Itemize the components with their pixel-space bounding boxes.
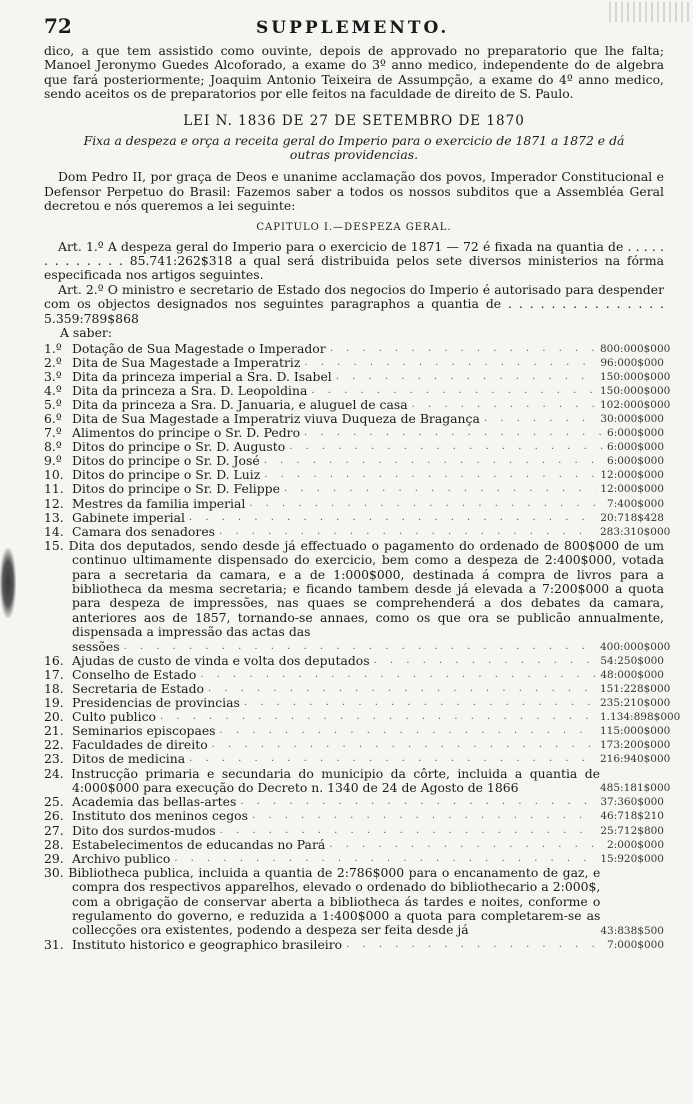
item-15-text: 15. Dita dos deputados, sendo desde já effectuado o pagamento do ordenado de 800$000 de um continuo ultimamente dispensado do exercicio, bem como a despeza de 2:400$000, votada para a secretaria da camara, e a de 1:000$000, destinada á compra de livros para a bibliotheca da mesma secretaria; e ficando tambem desde já elevada a 7:200$000 a quota para despeza de impressões, nas quaes se comprehenderá a dos debates da camara, anteriores aos de 1857, tornando-se annaes, como os que ora se publicão annualmente, dispensada a impressão das actas das <box>44 537 664 640</box>
item-number: 31. <box>44 936 64 952</box>
list-item <box>44 523 671 539</box>
item-number: 12. <box>44 495 64 511</box>
list-item-30 <box>44 866 664 938</box>
item-number: 29. <box>44 850 64 866</box>
leader-dots <box>240 795 596 809</box>
leader-dots <box>304 426 603 440</box>
item-amount: 115:000$000 <box>600 725 671 738</box>
item-label: Conselho de Estado <box>72 666 197 682</box>
leader-dots <box>200 668 596 682</box>
item-number: 4.º <box>44 382 62 398</box>
list-item <box>44 680 671 696</box>
list-item <box>44 468 664 482</box>
leader-dots <box>189 511 596 525</box>
item-label: Faculdades de direito <box>72 737 208 753</box>
item-label: Estabelecimentos de educandas no Pará <box>72 836 326 852</box>
item-label: Ditos do principe o Sr. D. Augusto <box>72 439 286 455</box>
item-label: Presidencias de provincias <box>72 695 240 711</box>
list-item <box>44 795 664 809</box>
items-group-c <box>44 795 664 865</box>
list-item <box>44 356 664 370</box>
list-item <box>44 382 671 398</box>
item-amount: 800:000$000 <box>600 342 671 355</box>
leader-dots <box>124 640 596 654</box>
item-amount: 37:360$000 <box>600 796 664 809</box>
list-item <box>44 454 664 468</box>
leader-dots <box>220 824 597 838</box>
item-number: 21. <box>44 723 64 739</box>
item-label: Instituto dos meninos cegos <box>72 808 248 824</box>
item-amount: 46:718$210 <box>600 810 664 823</box>
item-label: Dotação de Sua Magestade o Imperador <box>72 340 326 356</box>
item-amount: 102:000$000 <box>600 398 671 411</box>
list-item <box>44 668 664 682</box>
leader-dots <box>264 468 596 482</box>
item-number: 18. <box>44 680 64 696</box>
item-label: Ditos de medicina <box>72 751 186 767</box>
item-amount: 283:310$000 <box>600 525 671 538</box>
leader-dots <box>249 497 603 511</box>
leader-dots <box>252 809 596 823</box>
list-item <box>44 852 664 866</box>
article-2: Art. 2.º O ministro e secretario de Estado dos negocios do Imperio é autorisado para despender com os objectos designados nos seguintes paragraphos a quantia de . . . . . . . . . . . . . . . 5.359:789$868 <box>44 281 664 326</box>
page-number: 72 <box>44 14 72 38</box>
item-number: 9.º <box>44 453 62 469</box>
item-label: Archivo publico <box>72 850 171 866</box>
item-label: Instituto historico e geographico brasileiro <box>72 936 343 952</box>
item-label: Secretaria de Estado <box>72 680 204 696</box>
item-30-row <box>44 866 664 938</box>
law-preamble: Dom Pedro II, por graça de Deos e unanime acclamação dos povos, Imperador Constitucional e Defensor Perpetuo do Brasil: Fazemos saber a todos os nossos subditos que a Assembléa Geral decretou e nós queremos a lei seguinte: <box>44 169 664 214</box>
item-label: Dita da princeza a Sra. D. Leopoldina <box>72 382 308 398</box>
item-label: Ajudas de custo de vinda e volta dos deputados <box>72 652 370 668</box>
item-amount: 20:718$428 <box>600 511 664 524</box>
item-number: 7.º <box>44 425 62 441</box>
item-amount: 235:210$000 <box>600 697 671 710</box>
leader-dots <box>219 525 596 539</box>
item-amount: 2:000$000 <box>607 838 664 851</box>
item-amount: 150:000$000 <box>600 370 671 383</box>
list-item <box>44 482 664 496</box>
item-amount: 1.134:898$000 <box>600 711 681 724</box>
item-label: Mestres da familia imperial <box>72 495 246 511</box>
law-title: LEI N. 1836 DE 27 DE SETEMBRO DE 1870 <box>183 112 525 129</box>
item-label: Seminarios episcopaes <box>72 723 216 739</box>
list-item <box>44 723 671 739</box>
item-number: 27. <box>44 822 64 838</box>
item-label: Culto publico <box>72 709 156 725</box>
item-amount: 151:228$000 <box>600 682 671 695</box>
running-title: SUPPLEMENTO. <box>256 18 450 38</box>
item-amount: 7:400$000 <box>607 497 664 510</box>
list-item <box>44 824 664 838</box>
item-label: Ditos do principe o Sr. D. Luiz <box>72 467 261 483</box>
item-15-tail <box>44 638 671 654</box>
leader-dots <box>220 724 596 738</box>
leader-dots <box>264 454 603 468</box>
item-number: 10. <box>44 467 64 483</box>
chapter-title: CAPITULO I.—DESPEZA GERAL. <box>256 221 452 233</box>
law-summary: Fixa a despeza e orça a receita geral do Imperio para o exercicio de 1871 a 1872 e dá outras providencias. <box>83 132 625 163</box>
item-label: Dito dos surdos-mudos <box>72 822 216 838</box>
leader-dots <box>208 682 596 696</box>
leader-dots <box>329 838 603 852</box>
item-amount: 43:838$500 <box>600 924 664 937</box>
item-amount: 12:000$000 <box>600 483 664 496</box>
item-24-text: 24. Instrucção primaria e secundaria do municipio da côrte, incluida a quantia de 4:000$000 para execução do Decreto n. 1340 de 24 de Agosto de 1866 <box>44 765 600 795</box>
list-item <box>44 426 664 440</box>
leader-dots <box>311 384 596 398</box>
list-item <box>44 938 664 952</box>
item-number: 11. <box>44 481 64 497</box>
list-item <box>44 709 681 725</box>
item-24-row <box>44 765 671 796</box>
item-label: Gabinete imperial <box>72 509 185 525</box>
item-amount: 25:712$800 <box>600 824 664 837</box>
item-number: 8.º <box>44 439 62 455</box>
item-number: 2.º <box>44 354 62 370</box>
leader-dots <box>174 852 596 866</box>
item-amount: 48:000$000 <box>600 668 664 681</box>
item-number: 3.º <box>44 368 62 384</box>
list-item <box>44 440 664 454</box>
item-amount: 15:920$000 <box>600 852 664 865</box>
list-item <box>44 809 664 823</box>
item-amount: 6:000$000 <box>607 441 664 454</box>
item-label: Ditos do principe o Sr. D. José <box>72 453 260 469</box>
item-label: Dita da princeza imperial a Sra. D. Isabel <box>72 368 332 384</box>
item-label: Academia das bellas-artes <box>72 794 237 810</box>
item-amount: 54:250$000 <box>600 654 664 667</box>
list-item <box>44 340 671 356</box>
intro-paragraph: dico, a que tem assistido como ouvinte, depois de approvado no preparatorio que lhe falta; Manoel Jeronymo Guedes Alcoforado, a exame do 3º anno medico, independente do de algebra que fará posteriormente; Joaquim Antonio Teixeira de Assumpção, a exame do 4º anno medico, sendo aceitos os de preparatorios por elle feitos na faculdade de direito de S. Paulo. <box>44 43 664 102</box>
leader-dots <box>374 654 597 668</box>
item-amount: 150:000$000 <box>600 384 671 397</box>
item-amount: 96:000$000 <box>600 356 664 369</box>
leader-dots <box>484 412 596 426</box>
leader-dots <box>189 752 596 766</box>
item-30-text: 30. Bibliotheca publica, incluida a quantia de 2:786$000 para o encanamento de gaz, e compra dos respectivos apparelhos, elevado o ordenado do bibliothecario a 2:000$, com a obrigação de conservar aberta a bibliotheca ás tardes e noites, conforme o regulamento do governo, e reduzida a 1:400$000 a quota para completarem-se as collecções ora existentes, podendo a despeza ser feita desde já <box>44 864 601 938</box>
leader-dots <box>289 440 603 454</box>
list-item-24 <box>44 765 671 796</box>
article-1: Art. 1.º A despeza geral do Imperio para o exercicio de 1871 — 72 é fixada na quantia de . . . . . . . . . . . . . 85.741:262$318 a qual será distribuida pelos sete diversos ministerios na fórma especificada nos artigos seguintes. <box>44 238 664 283</box>
item-label: Ditos do principe o Sr. D. Felippe <box>72 481 280 497</box>
leader-dots <box>412 398 596 412</box>
item-amount: 30:000$000 <box>600 412 664 425</box>
item-amount: 7:000$000 <box>607 938 664 951</box>
list-item <box>44 497 664 511</box>
appropriation-list <box>44 340 681 952</box>
item-number: 28. <box>44 836 64 852</box>
item-number: 13. <box>44 509 64 525</box>
item-amount: 12:000$000 <box>600 469 664 482</box>
running-head <box>44 14 664 44</box>
leader-dots <box>336 370 596 384</box>
list-item <box>44 737 671 753</box>
list-item <box>44 511 664 525</box>
item-number: 26. <box>44 808 64 824</box>
item-amount: 400:000$000 <box>600 640 671 653</box>
leader-dots <box>304 356 596 370</box>
leader-dots <box>284 482 596 496</box>
item-15-tail-label: sessões <box>72 638 120 654</box>
item-amount: 216:940$000 <box>600 753 671 766</box>
item-amount: 6:000$000 <box>607 427 664 440</box>
list-item <box>44 396 671 412</box>
item-number: 19. <box>44 695 64 711</box>
item-number: 14. <box>44 523 64 539</box>
item-amount: 173:200$000 <box>600 739 671 752</box>
item-number: 17. <box>44 666 64 682</box>
item-amount: 485:181$000 <box>600 782 671 795</box>
a-saber-label: A saber: <box>60 325 112 341</box>
list-item <box>44 695 671 711</box>
item-label: Alimentos do principe o Sr. D. Pedro <box>72 425 301 441</box>
item-number: 16. <box>44 652 64 668</box>
list-item <box>44 838 664 852</box>
leader-dots <box>330 342 596 356</box>
items-group-b <box>44 652 681 767</box>
leader-dots <box>346 938 603 952</box>
item-number: 25. <box>44 794 64 810</box>
list-item-15 <box>44 537 671 654</box>
leader-dots <box>244 696 596 710</box>
item-number: 6.º <box>44 410 62 426</box>
item-number: 1.º <box>44 340 62 356</box>
item-number: 5.º <box>44 396 62 412</box>
item-amount: 6:000$000 <box>607 455 664 468</box>
list-item <box>44 368 671 384</box>
item-number: 22. <box>44 737 64 753</box>
item-number: 20. <box>44 709 64 725</box>
list-item <box>44 751 671 767</box>
item-label: Dita de Sua Magestade a Imperatriz <box>72 354 301 370</box>
item-number: 23. <box>44 751 64 767</box>
items-group-a <box>44 340 671 539</box>
leader-dots <box>212 738 596 752</box>
item-label: Dita de Sua Magestade a Imperatriz viuva Duqueza de Bragança <box>72 410 480 426</box>
document-page <box>44 14 681 952</box>
ink-blot <box>0 548 16 618</box>
item-label: Camara dos senadores <box>72 523 216 539</box>
item-label: Dita da princeza a Sra. D. Januaria, e aluguel de casa <box>72 396 408 412</box>
leader-dots <box>160 710 596 724</box>
list-item <box>44 654 664 668</box>
list-item <box>44 412 664 426</box>
